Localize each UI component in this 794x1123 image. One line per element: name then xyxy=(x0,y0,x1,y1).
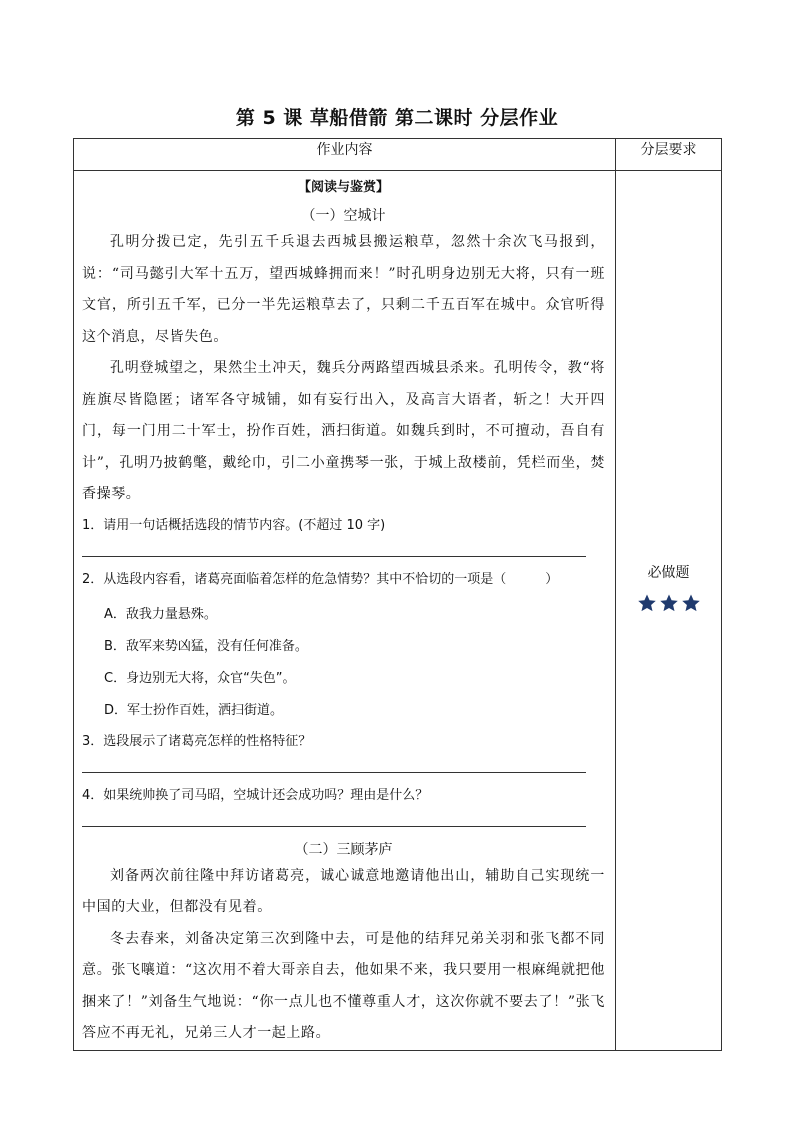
passage1-title: （一）空城计 xyxy=(301,208,386,224)
option-b[interactable]: B．敌军来势凶猛，没有任何准备。 xyxy=(104,638,308,654)
option-d[interactable]: D．军士扮作百姓，洒扫街道。 xyxy=(104,702,284,718)
header-requirement: 分层要求 xyxy=(616,139,722,171)
homework-table xyxy=(73,138,722,1051)
star-icon xyxy=(681,593,701,613)
passage1-paragraph-2: 孔明登城望之，果然尘土冲天，魏兵分两路望西城县杀来。孔明传令，教“将旌旗尽皆隐匿；诸军各守城铺，如有妄行出入，及高言大语者，斩之！大开四门，每一门用二十军士，扮作百姓，洒扫街道。如魏兵到时，不可擅动，吾自有计”，孔明乃披鹤氅，戴纶巾，引二小童携琴一张，于城上敌楼前，凭栏而坐，焚香操琴。 xyxy=(82,360,605,502)
passage2-paragraph-1: 刘备两次前往隆中拜访诸葛亮，诚心诚意地邀请他出山，辅助自己实现统一中国的大业，但都没有见着。 xyxy=(82,867,605,915)
question-4: 4．如果统帅换了司马昭，空城计还会成功吗？理由是什么？ xyxy=(82,787,429,803)
table-header-row xyxy=(74,139,722,171)
table-body-row xyxy=(74,171,722,1051)
star-icon xyxy=(637,593,657,613)
page-title: 第 5 课 草船借箭 第二课时 分层作业 xyxy=(235,107,559,129)
question-1: 1．请用一句话概括选段的情节内容。(不超过 10 字) xyxy=(82,517,386,533)
passage1-paragraph-1: 孔明分拨已定，先引五千兵退去西城县搬运粮草，忽然十余次飞马报到，说：“司马懿引大军十五万，望西城蜂拥而来！”时孔明身边别无大将，只有一班文官，所引五千军，已分一半先运粮草去了，只剩二千五百军在城中。众官听得这个消息，尽皆失色。 xyxy=(82,234,605,345)
content-area xyxy=(74,171,615,1050)
question-2-options xyxy=(104,599,605,727)
header-content: 作业内容 xyxy=(74,139,616,171)
passage2-title: （二）三顾茅庐 xyxy=(294,841,393,858)
requirement-label: 必做题 xyxy=(647,565,690,581)
option-a[interactable]: A．敌我力量悬殊。 xyxy=(104,606,217,622)
content-cell xyxy=(74,171,616,1051)
answer-line-1[interactable] xyxy=(82,555,586,557)
difficulty-stars xyxy=(616,593,721,613)
option-c[interactable]: C．身边别无大将，众官“失色”。 xyxy=(104,670,296,686)
question-3: 3．选段展示了诸葛亮怎样的性格特征？ xyxy=(82,733,312,749)
star-icon xyxy=(659,593,679,613)
requirement-cell xyxy=(616,171,722,1051)
answer-line-3[interactable] xyxy=(82,771,586,773)
passage2-paragraph-2: 冬去春来，刘备决定第三次到隆中去，可是他的结拜兄弟关羽和张飞都不同意。张飞嚷道：“这次用不着大哥亲自去，他如果不来，我只要用一根麻绳就把他捆来了！”刘备生气地说：“你一点儿也不懂尊重人才，这次你就不要去了！”张飞答应不再无礼，兄弟三人才一起上路。 xyxy=(82,930,605,1041)
answer-line-4[interactable] xyxy=(82,825,586,827)
question-2: 2．从选段内容看，诸葛亮面临着怎样的危急情势？其中不恰切的一项是（ ） xyxy=(82,571,559,587)
section-heading: 【阅读与鉴赏】 xyxy=(297,180,389,195)
